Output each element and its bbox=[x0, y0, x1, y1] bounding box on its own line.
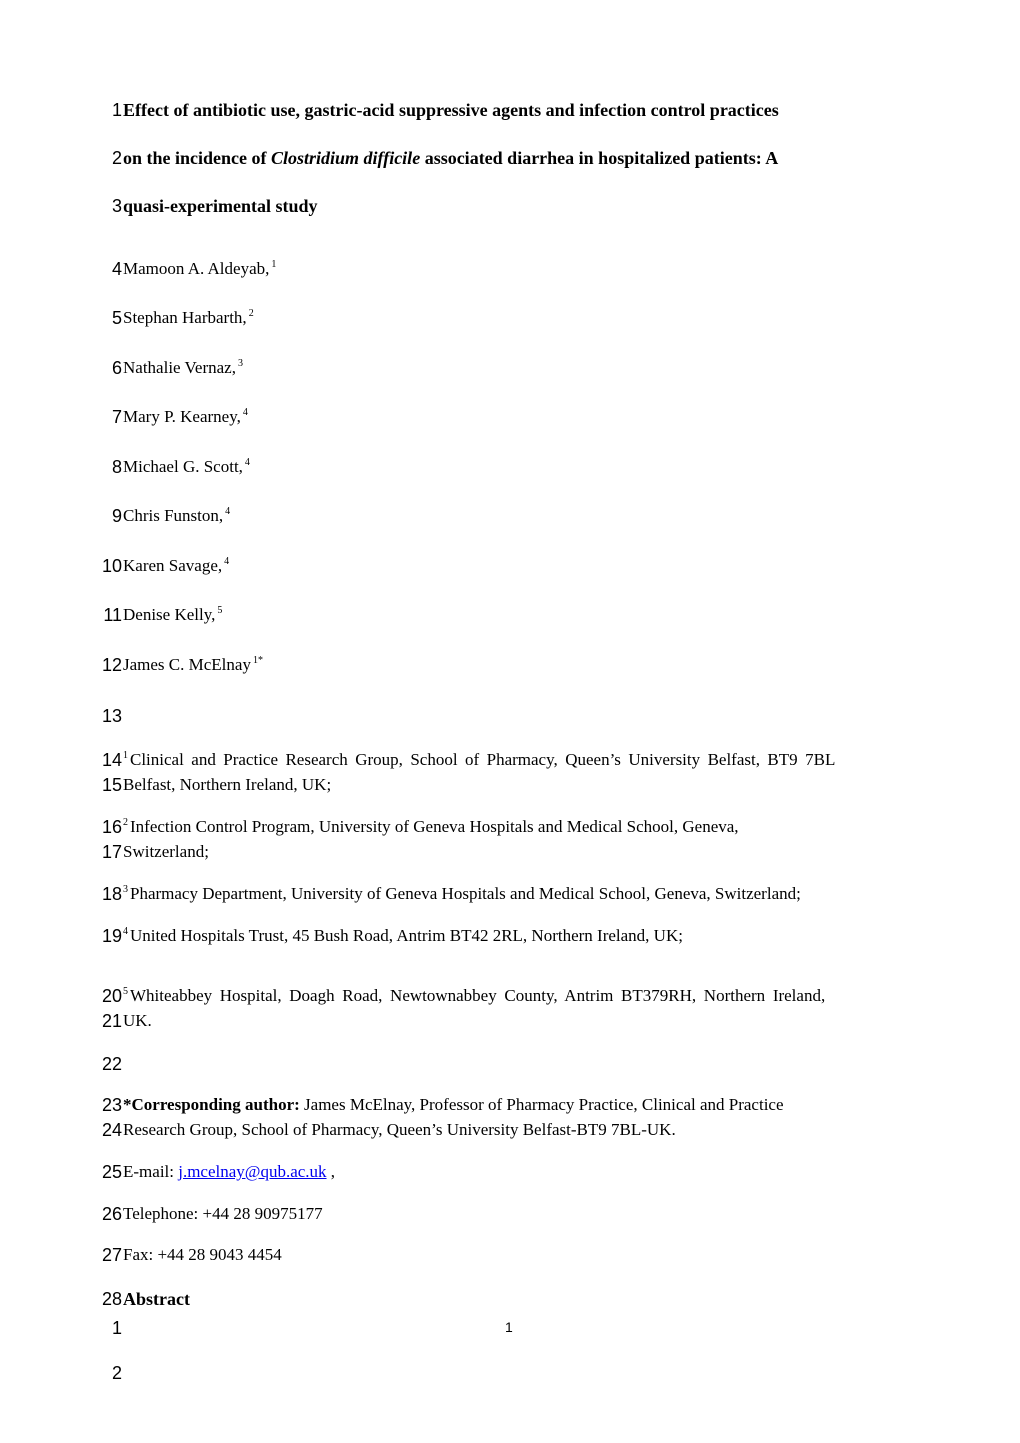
line-number: 3 bbox=[111, 196, 122, 216]
line-number: 5 bbox=[111, 308, 122, 328]
line-number: 22 bbox=[101, 1054, 122, 1074]
affiliation-marker: 4 bbox=[224, 556, 230, 567]
affiliation-marker: 4 bbox=[242, 407, 248, 418]
line-number: 27 bbox=[101, 1245, 122, 1265]
line-number: 6 bbox=[111, 358, 122, 378]
line-number: 1 bbox=[111, 1318, 122, 1338]
line-number: 10 bbox=[101, 556, 122, 576]
page-number: 1 bbox=[505, 1319, 513, 1335]
title-text: quasi-experimental study bbox=[123, 196, 318, 216]
line-number: 4 bbox=[111, 259, 122, 279]
affiliation-marker: 1 bbox=[123, 750, 128, 761]
affiliation-text: Clinical and Practice Research Group, School of Pharmacy, Queen’s University Belfast, BT9 7BL bbox=[130, 750, 836, 769]
affiliation-marker: 4 bbox=[225, 506, 231, 517]
affiliation-marker: 5 bbox=[217, 605, 223, 616]
fax-text: Fax: +44 28 9043 4454 bbox=[123, 1245, 282, 1264]
telephone-text: Telephone: +44 28 90975177 bbox=[123, 1204, 323, 1223]
line-number: 7 bbox=[111, 407, 122, 427]
line-number: 11 bbox=[103, 605, 122, 625]
affiliation-marker: 3 bbox=[123, 884, 128, 895]
corresponding-label: *Corresponding author: bbox=[123, 1095, 300, 1114]
author-name: Michael G. Scott, bbox=[123, 457, 243, 476]
author-name: Karen Savage, bbox=[123, 556, 223, 575]
affiliation-marker: 2 bbox=[248, 308, 254, 319]
author-name: Nathalie Vernaz, bbox=[123, 358, 236, 377]
corresponding-text: Research Group, School of Pharmacy, Queen’s University Belfast-BT9 7BL-UK. bbox=[123, 1120, 676, 1139]
author-name: James C. McElnay bbox=[123, 655, 251, 674]
line-number: 26 bbox=[101, 1204, 122, 1224]
affiliation-marker: 4 bbox=[123, 926, 128, 937]
line-number: 2 bbox=[111, 148, 122, 168]
species-name: Clostridium difficile bbox=[271, 148, 421, 168]
author-name: Stephan Harbarth, bbox=[123, 308, 247, 327]
email-link[interactable]: j.mcelnay@qub.ac.uk bbox=[178, 1162, 327, 1181]
author-name: Denise Kelly, bbox=[123, 605, 216, 624]
line-number: 21 bbox=[101, 1011, 122, 1031]
affiliation-marker: 1* bbox=[252, 655, 263, 666]
line-number: 23 bbox=[101, 1095, 122, 1115]
line-number: 20 bbox=[101, 986, 122, 1006]
line-number: 28 bbox=[101, 1289, 122, 1309]
title-text: Effect of antibiotic use, gastric-acid suppressive agents and infection control practices bbox=[123, 100, 779, 120]
affiliation-text: Whiteabbey Hospital, Doagh Road, Newtownabbey County, Antrim BT379RH, Northern Ireland, bbox=[130, 986, 826, 1005]
email-label: E-mail: bbox=[123, 1162, 179, 1181]
line-number: 1 bbox=[111, 100, 122, 120]
author-name: Chris Funston, bbox=[123, 506, 224, 525]
line-number: 14 bbox=[101, 750, 122, 770]
affiliation-text: UK. bbox=[123, 1011, 152, 1030]
line-number: 24 bbox=[101, 1120, 122, 1140]
line-number: 19 bbox=[101, 926, 122, 946]
line-number: 13 bbox=[101, 706, 122, 726]
line-number: 12 bbox=[101, 655, 122, 675]
affiliation-text: Pharmacy Department, University of Geneva Hospitals and Medical School, Geneva, Switzerland; bbox=[130, 884, 801, 903]
author-name: Mary P. Kearney, bbox=[123, 407, 241, 426]
affiliation-marker: 2 bbox=[123, 817, 128, 828]
affiliation-text: Infection Control Program, University of Geneva Hospitals and Medical School, Geneva, bbox=[130, 817, 739, 836]
line-number: 16 bbox=[101, 817, 122, 837]
line-number: 17 bbox=[101, 842, 122, 862]
affiliation-text: Switzerland; bbox=[123, 842, 209, 861]
line-number: 15 bbox=[101, 775, 122, 795]
line-number: 18 bbox=[101, 884, 122, 904]
affiliation-marker: 4 bbox=[244, 457, 250, 468]
affiliation-text: United Hospitals Trust, 45 Bush Road, Antrim BT42 2RL, Northern Ireland, UK; bbox=[130, 926, 683, 945]
abstract-heading: Abstract bbox=[123, 1289, 190, 1309]
line-number: 25 bbox=[101, 1162, 122, 1182]
affiliation-text: Belfast, Northern Ireland, UK; bbox=[123, 775, 332, 794]
affiliation-marker: 3 bbox=[237, 358, 243, 369]
affiliation-marker: 1 bbox=[271, 259, 277, 270]
line-number: 2 bbox=[111, 1363, 122, 1383]
line-number: 9 bbox=[111, 506, 122, 526]
corresponding-text: James McElnay, Professor of Pharmacy Practice, Clinical and Practice bbox=[299, 1095, 784, 1114]
title-text: on the incidence of Clostridium difficile associated diarrhea in hospitalized patients: A bbox=[123, 148, 779, 168]
line-number: 8 bbox=[111, 457, 122, 477]
affiliation-marker: 5 bbox=[123, 986, 128, 997]
author-name: Mamoon A. Aldeyab, bbox=[123, 259, 270, 278]
